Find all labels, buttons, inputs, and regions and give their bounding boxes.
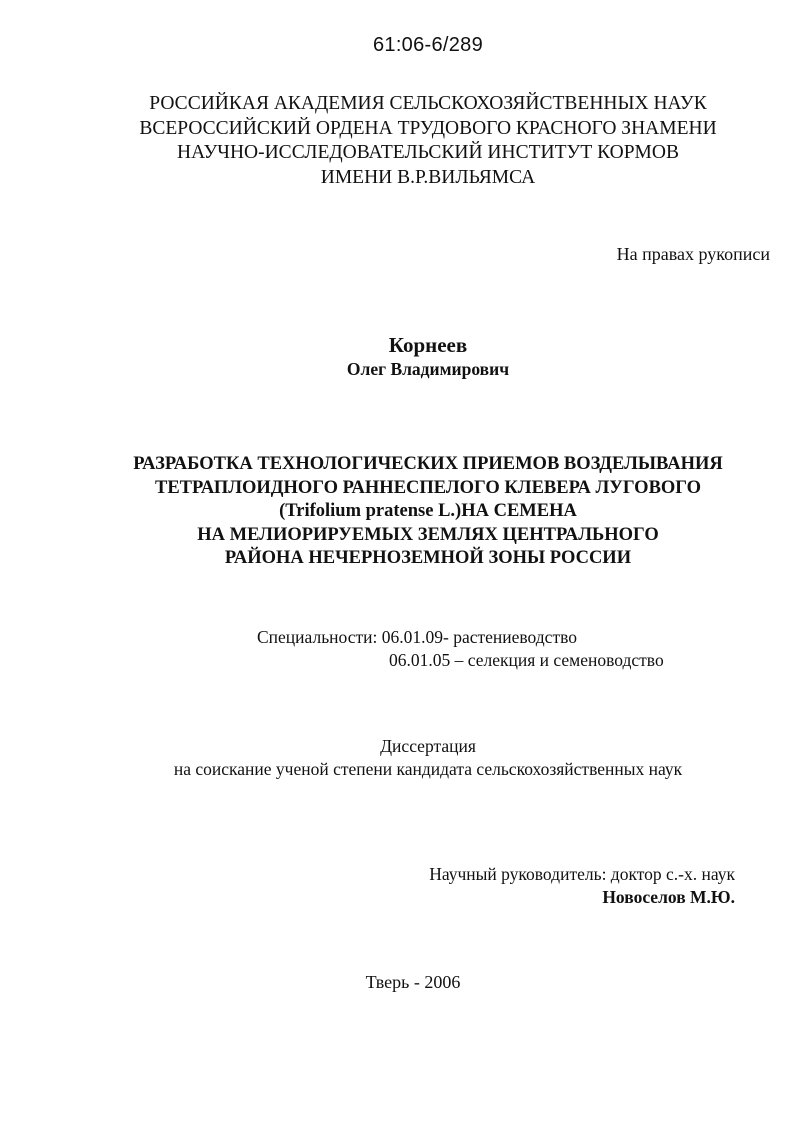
supervisor-role: Научный руководитель: доктор с.-х. наук [429, 864, 735, 884]
organization-line: ВСЕРОССИЙСКИЙ ОРДЕНА ТРУДОВОГО КРАСНОГО ЗНАМЕНИ [139, 117, 717, 139]
dissertation-degree: на соискание ученой степени кандидата сельскохозяйственных наук [173, 759, 683, 779]
author-last-name: Корнеев [388, 333, 468, 357]
specialty-line-1: Специальности: 06.01.09- растениеводство [257, 627, 577, 647]
title-line: РАЙОНА НЕЧЕРНОЗЕМНОЙ ЗОНЫ РОССИИ [224, 548, 632, 568]
place-year: Тверь - 2006 [365, 972, 461, 992]
document-code: 61:06-6/289 [372, 34, 484, 56]
author-first-names: Олег Владимирович [346, 359, 510, 379]
dissertation-label: Диссертация [380, 736, 476, 756]
supervisor-name: Новоселов М.Ю. [602, 887, 735, 907]
organization-block [0, 92, 792, 190]
title-line: РАЗРАБОТКА ТЕХНОЛОГИЧЕСКИХ ПРИЕМОВ ВОЗДЕЛЫВАНИЯ [133, 454, 723, 474]
rights-note: На правах рукописи [616, 244, 770, 264]
title-line: НА МЕЛИОРИРУЕМЫХ ЗЕМЛЯХ ЦЕНТРАЛЬНОГО [197, 524, 659, 545]
title-line: (Trifolium pratense L.)НА СЕМЕНА [279, 501, 577, 521]
organization-line: ИМЕНИ В.Р.ВИЛЬЯМСА [320, 166, 536, 188]
specialty-line-2: 06.01.05 – селекция и семеноводство [389, 650, 664, 670]
thesis-title [0, 453, 792, 571]
dissertation-block [0, 735, 792, 781]
organization-line: РОССИЙКАЯ АКАДЕМИЯ СЕЛЬСКОХОЗЯЙСТВЕННЫХ НАУК [149, 93, 707, 114]
title-line: ТЕТРАПЛОИДНОГО РАННЕСПЕЛОГО КЛЕВЕРА ЛУГОВОГО [154, 477, 702, 498]
organization-line: НАУЧНО-ИССЛЕДОВАТЕЛЬСКИЙ ИНСТИТУТ КОРМОВ [177, 142, 679, 163]
